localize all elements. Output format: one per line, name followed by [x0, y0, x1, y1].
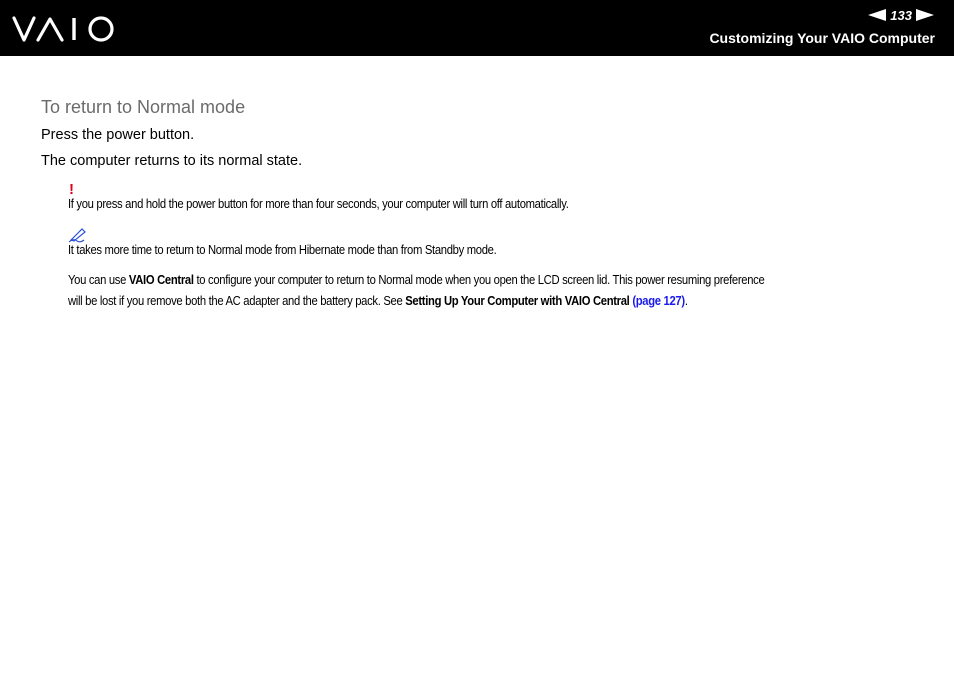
note-pencil-icon	[68, 227, 88, 243]
step-returns-normal: The computer returns to its normal state.	[41, 153, 303, 169]
header-bar	[0, 0, 954, 56]
section-title: Customizing Your VAIO Computer	[709, 30, 935, 46]
warning-icon: !	[69, 181, 74, 198]
warning-text: If you press and hold the power button for more than four seconds, your computer will turn off automatically.	[68, 197, 569, 211]
page-number: 133	[890, 7, 912, 23]
vaio-central-paragraph: You can use VAIO Central to configure your computer to return to Normal mode when you open the LCD screen lid. This power resuming preference will be lost if you remove both the AC adapter and the battery pack. See Setting Up Your Computer with VAIO Central (page 127).	[68, 273, 765, 308]
page-127-link[interactable]: (page 127)	[632, 294, 685, 308]
step-press-power: Press the power button.	[41, 127, 195, 143]
setup-guide-reference: Setting Up Your Computer with VAIO Central	[405, 294, 630, 308]
note-text: It takes more time to return to Normal mode from Hibernate mode than from Standby mode.	[68, 243, 497, 257]
page-heading: To return to Normal mode	[41, 97, 246, 117]
next-page-arrow-icon[interactable]	[916, 9, 934, 21]
vaio-logo-icon	[12, 14, 120, 44]
vaio-central-term: VAIO Central	[128, 273, 194, 287]
previous-page-arrow-icon[interactable]	[868, 9, 886, 21]
page-navigation	[868, 7, 934, 23]
